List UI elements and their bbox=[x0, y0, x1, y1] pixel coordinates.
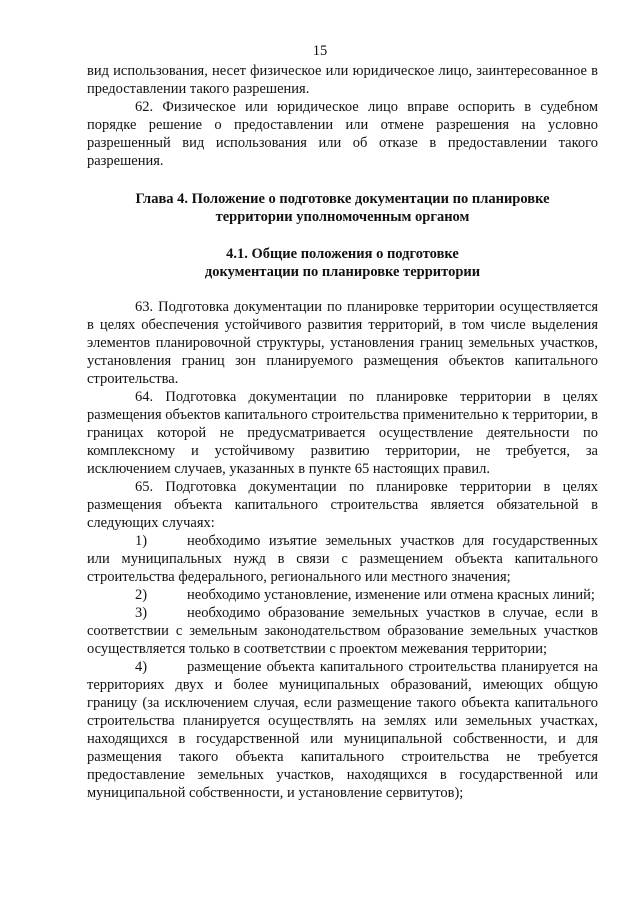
list-item-text: размещение объекта капитального строительства планируется на территориях двух и более муниципальных образований, имеющих общую границу (за исключением случая, если размещение такого объекта капитального строительства планируется осуществлять на землях или земельных участках, находящихся в государственной или муниципальной собственности, и для размещения такого объекта капитального строительства не требуется предоставление земельных участков, находящихся в государственной или муниципальной собственности, и установление сервитутов); bbox=[87, 659, 598, 801]
section-heading-line: 4.1. Общие положения о подготовке bbox=[226, 246, 459, 262]
list-item bbox=[87, 658, 598, 802]
list-item-text: необходимо образование земельных участков в случае, если в соответствии с земельным законодательством образование земельных участков осуществляется только в соответствии с проектом межевания территории; bbox=[87, 605, 598, 657]
list-item-number: 2) bbox=[135, 587, 148, 603]
paragraph-63: 63. Подготовка документации по планировке территории осуществляется в целях обеспечения устойчивого развития территорий, в том числе выделения элементов планировочной структуры, установления границ земельных участков, установления границ зон планируемого размещения объектов капитального строительства. bbox=[87, 299, 598, 387]
list-item bbox=[87, 532, 598, 586]
section-heading-line: документации по планировке территории bbox=[204, 264, 481, 280]
paragraph-64: 64. Подготовка документации по планировке территории в целях размещения объектов капитального строительства применительно к территории, в границах которой не предусматривается осуществление деятельности по комплексному и устойчивому развитию территории, не требуется, за исключением случаев, указанных в пункте 65 настоящих правил. bbox=[87, 389, 598, 477]
section-heading bbox=[87, 245, 598, 281]
chapter-heading bbox=[87, 190, 598, 226]
paragraph-62: 62. Физическое или юридическое лицо вправе оспорить в судебном порядке решение о предоставлении или отмене разрешения на условно разрешенный вид использования или об отказе в предоставлении такого разрешения. bbox=[87, 99, 598, 169]
chapter-heading-line: территории уполномоченным органом bbox=[215, 209, 470, 225]
list-item-number: 4) bbox=[135, 659, 148, 675]
list-item-text: необходимо установление, изменение или отмена красных линий; bbox=[187, 587, 595, 603]
list-item bbox=[87, 604, 598, 658]
page-content bbox=[87, 62, 598, 802]
list-item-number: 3) bbox=[135, 605, 148, 621]
paragraph-continuation: вид использования, несет физическое или юридическое лицо, заинтересованное в предоставлении такого разрешения. bbox=[87, 63, 598, 97]
list-item-number: 1) bbox=[135, 533, 148, 549]
chapter-heading-line: Глава 4. Положение о подготовке документации по планировке bbox=[135, 191, 550, 207]
paragraph-65: 65. Подготовка документации по планировке территории в целях размещения объекта капитального строительства является обязательной в следующих случаях: bbox=[87, 479, 598, 531]
page-number: 15 bbox=[312, 43, 328, 59]
list-item bbox=[87, 586, 598, 604]
list-item-text: необходимо изъятие земельных участков для государственных или муниципальных нужд в связи с размещением объекта капитального строительства федерального, регионального или местного значения; bbox=[87, 533, 598, 585]
